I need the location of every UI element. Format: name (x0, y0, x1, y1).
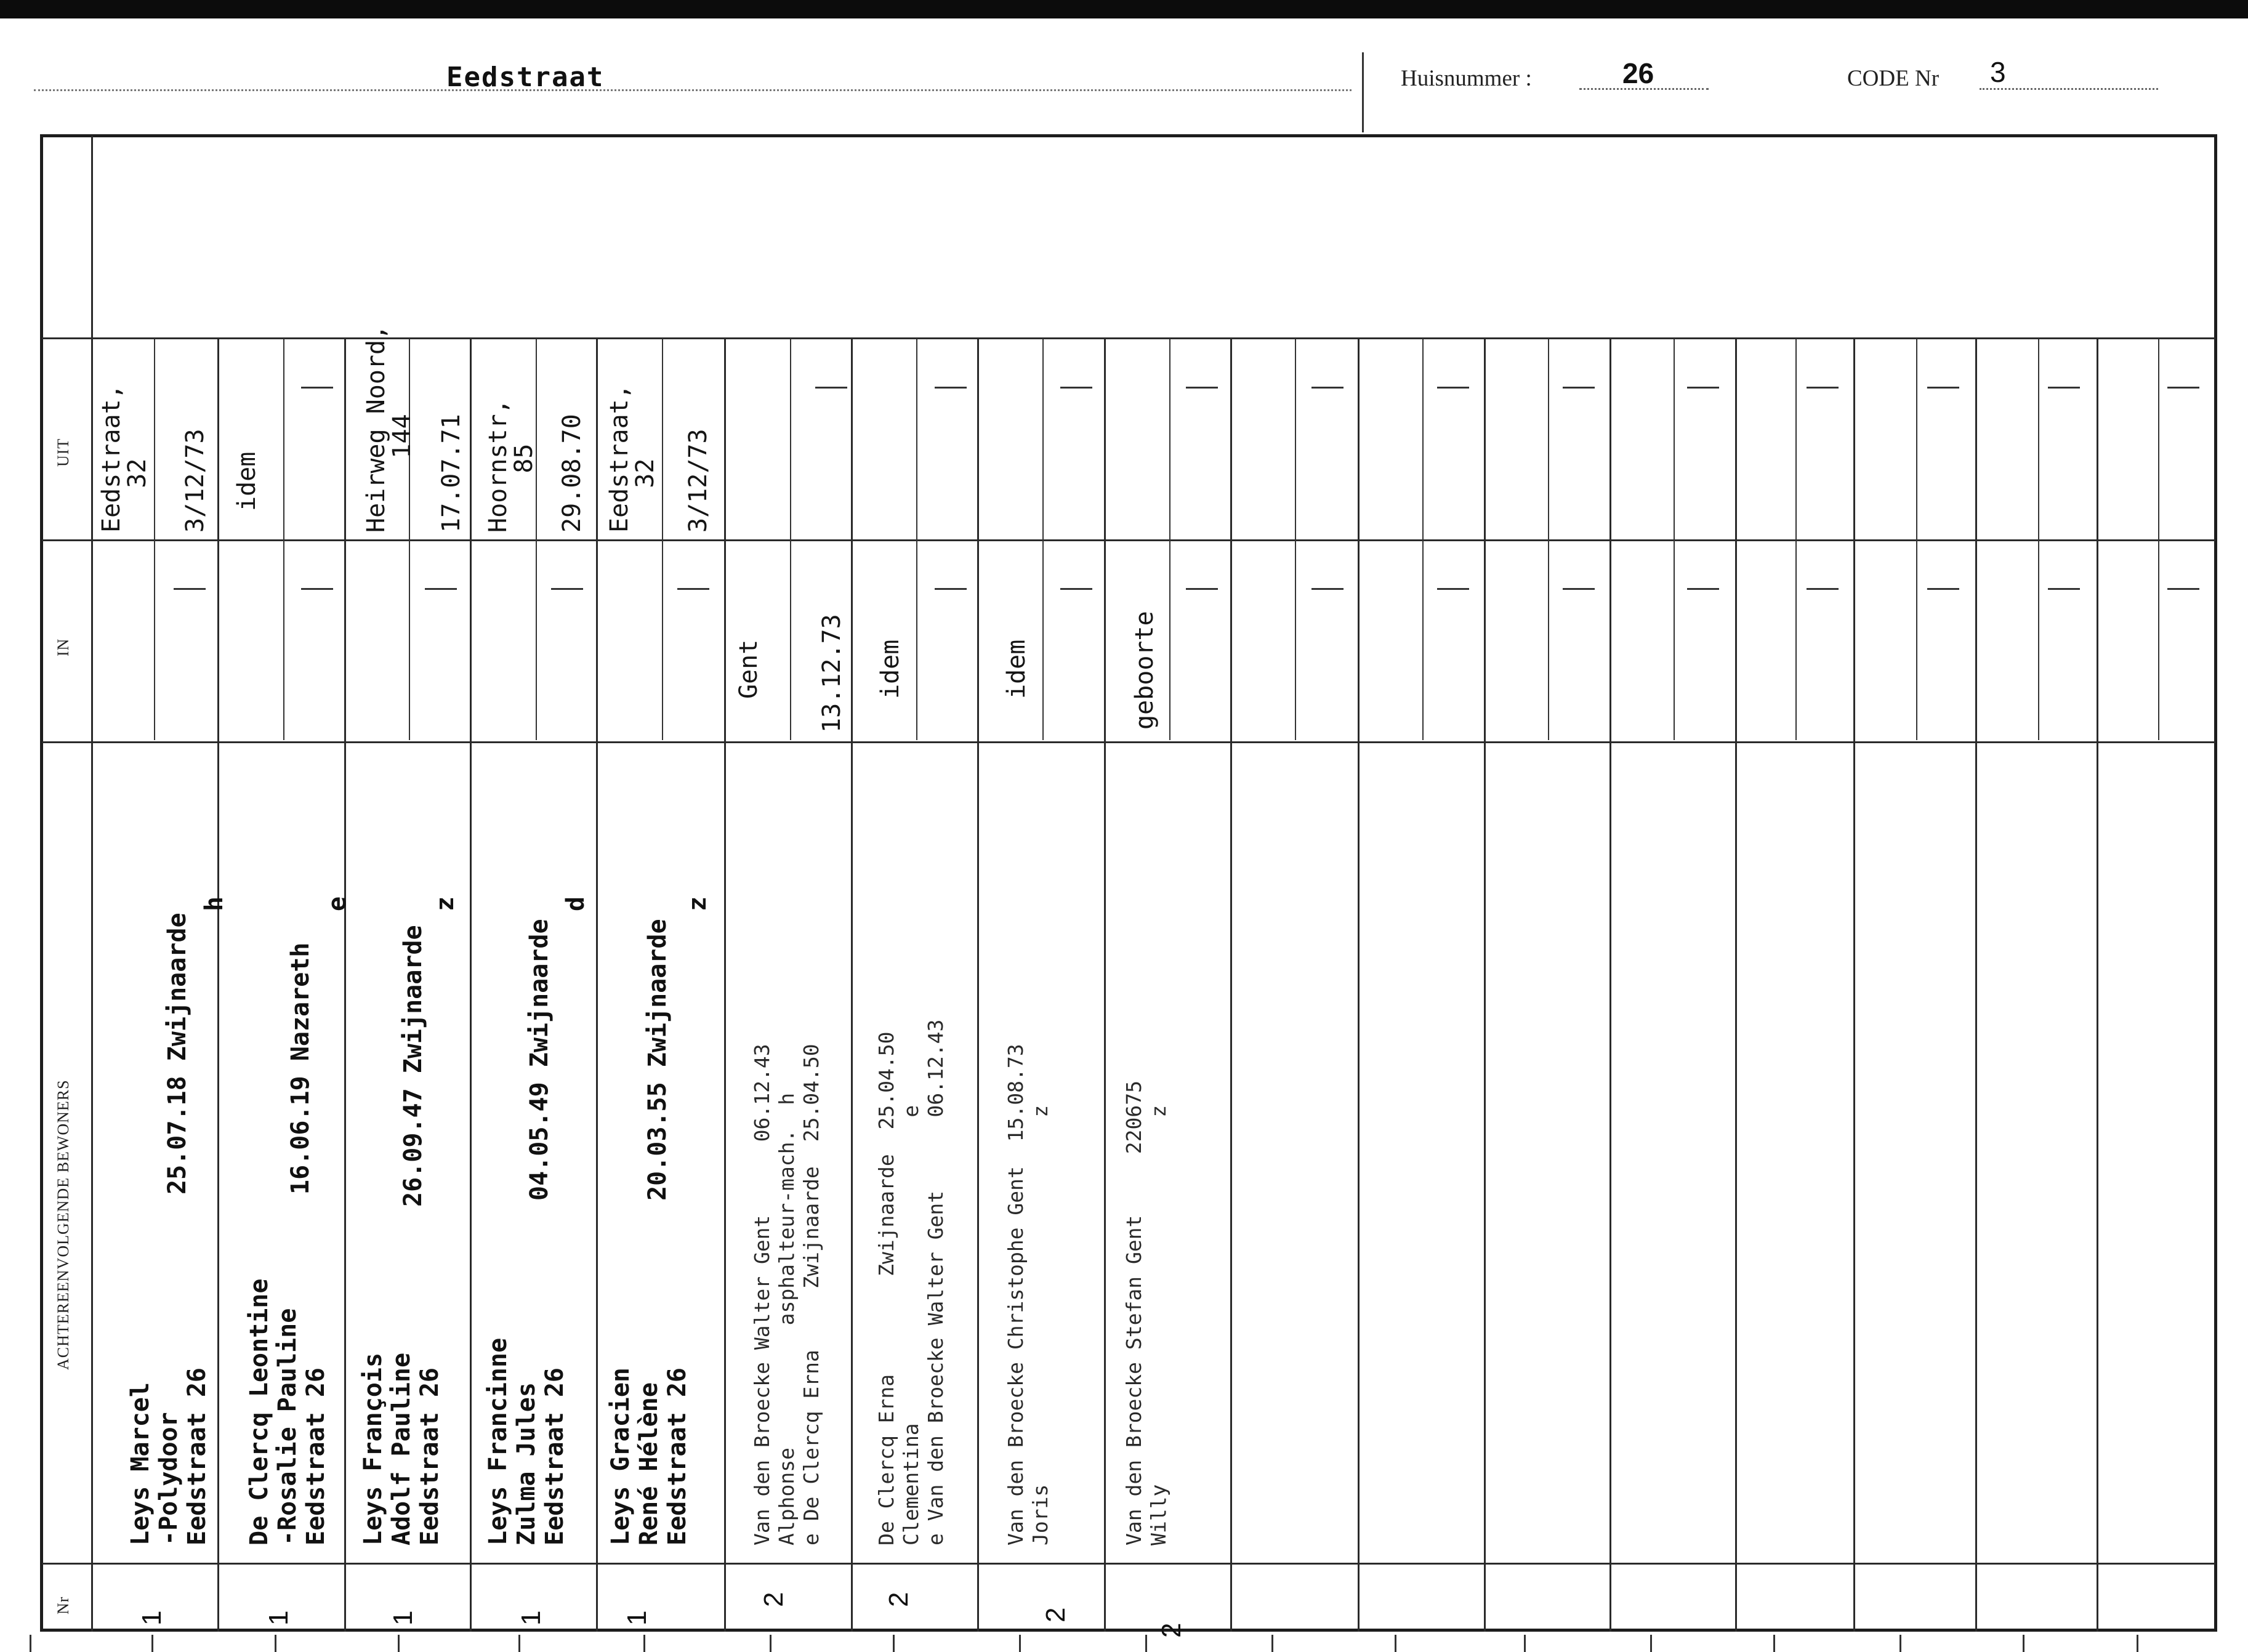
empty-mark (2167, 588, 2199, 590)
empty-mark (1927, 588, 1959, 590)
huisnummer-value: 26 (1622, 57, 1654, 89)
uit-place: Heirweg Noord, 144 (362, 324, 416, 533)
resident-nr: 1 (264, 1610, 294, 1626)
empty-mark (677, 588, 709, 590)
sub-divider (154, 339, 155, 740)
street-dotted-line (34, 89, 1352, 91)
empty-mark (1807, 588, 1839, 590)
resident-birth: 26.09.47 Zwijnaarde (399, 925, 427, 1207)
edge-tick (30, 1635, 31, 1652)
empty-mark (1060, 387, 1092, 389)
resident-names: Leys François Adolf Pauline Eedstraat 26 (359, 1352, 444, 1545)
label-column-divider (91, 135, 93, 1632)
resident-relation: h (200, 896, 228, 911)
col-divider (1975, 337, 1977, 1632)
col-divider (217, 337, 219, 1632)
empty-mark (1563, 588, 1595, 590)
in-bewoners-divider (42, 741, 2215, 743)
edge-tick (770, 1635, 771, 1652)
uit-date: 3/12/73 (684, 429, 712, 533)
empty-mark (174, 588, 206, 590)
header-separator (1362, 52, 1364, 132)
resident-names: De Clercq Leontine -Rosalie Pauline Eedstraat 26 (245, 1278, 330, 1545)
resident-names: Van den Broecke Walter Gent 06.12.43 Alphonse asphalteur-mach. h e De Clercq Erna Zwijnaarde 25.04.50 (750, 1044, 823, 1545)
empty-mark (1060, 588, 1092, 590)
col-divider (1853, 337, 1855, 1632)
edge-tick (518, 1635, 520, 1652)
section-label-bewoners: ACHTEREENVOLGENDE BEWONERS (54, 1079, 72, 1370)
sub-divider (790, 339, 791, 740)
empty-mark (1927, 387, 1959, 389)
empty-mark (1687, 588, 1719, 590)
huisnummer-label: Huisnummer : (1401, 66, 1532, 91)
sub-divider (1674, 339, 1675, 740)
resident-nr: 2 (759, 1592, 789, 1607)
edge-tick (1271, 1635, 1273, 1652)
resident-nr: 2 (1156, 1622, 1186, 1638)
sub-divider (1042, 339, 1044, 740)
uit-place: idem (233, 451, 261, 511)
empty-mark (1186, 387, 1218, 389)
code-value: 3 (1990, 56, 2006, 88)
resident-names: Leys Marcel -Polydoor Eedstraat 26 (126, 1368, 211, 1545)
col-divider (1735, 337, 1737, 1632)
edge-tick (893, 1635, 895, 1652)
resident-nr: 2 (1041, 1607, 1071, 1622)
section-label-uit: UIT (54, 438, 72, 467)
edge-tick (1773, 1635, 1775, 1652)
sub-divider (283, 339, 284, 740)
sub-divider (1795, 339, 1797, 740)
sub-divider (1295, 339, 1296, 740)
edge-tick (1900, 1635, 1901, 1652)
top-scan-band (0, 0, 2248, 18)
resident-names: Leys Francinne Zulma Jules Eedstraat 26 (484, 1337, 569, 1545)
edge-tick (643, 1635, 645, 1652)
in-place: Gent (735, 639, 763, 699)
col-divider (344, 337, 346, 1632)
edge-tick (398, 1635, 400, 1652)
empty-mark (935, 387, 967, 389)
col-divider (851, 337, 853, 1632)
edge-tick (2023, 1635, 2024, 1652)
sub-divider (662, 339, 663, 740)
resident-nr: 1 (516, 1610, 546, 1626)
empty-mark (2048, 588, 2080, 590)
uit-date: 3/12/73 (181, 429, 209, 533)
empty-mark (425, 588, 457, 590)
edge-tick (1145, 1635, 1147, 1652)
resident-relation: d (562, 896, 590, 911)
col-divider (1484, 337, 1486, 1632)
sub-divider (916, 339, 917, 740)
col-divider (596, 337, 598, 1632)
empty-mark (1311, 588, 1344, 590)
edge-tick (1019, 1635, 1021, 1652)
in-place: geboorte (1130, 611, 1159, 730)
col-divider (2097, 337, 2098, 1632)
in-date: 13.12.73 (818, 614, 846, 733)
edge-tick (151, 1635, 153, 1652)
col-divider (1358, 337, 1360, 1632)
sub-divider (1916, 339, 1917, 740)
empty-mark (1437, 387, 1469, 389)
empty-mark (551, 588, 583, 590)
resident-relation: z (431, 896, 459, 911)
resident-nr: 1 (137, 1610, 167, 1626)
code-dotted-line (1980, 88, 2158, 90)
col-divider (977, 337, 979, 1632)
resident-nr: 1 (622, 1610, 652, 1626)
sub-divider (1548, 339, 1549, 740)
empty-mark (1437, 588, 1469, 590)
uit-date: 29.08.70 (558, 414, 586, 533)
sub-divider (1169, 339, 1170, 740)
empty-mark (1311, 387, 1344, 389)
col-divider (1609, 337, 1611, 1632)
empty-mark (1687, 387, 1719, 389)
sub-divider (2038, 339, 2039, 740)
empty-mark (2167, 387, 2199, 389)
sub-divider (2158, 339, 2159, 740)
resident-nr: 2 (884, 1592, 914, 1607)
col-divider (724, 337, 726, 1632)
empty-mark (1186, 588, 1218, 590)
uit-place: Eedstraat, 32 (605, 384, 659, 533)
empty-mark (935, 588, 967, 590)
col-divider (1230, 337, 1232, 1632)
section-label-nr: Nr (54, 1596, 72, 1614)
resident-birth: 04.05.49 Zwijnaarde (525, 919, 554, 1201)
uit-in-divider (42, 539, 2215, 541)
edge-tick (1395, 1635, 1396, 1652)
resident-names: Leys Gracien René Hélène Eedstraat 26 (606, 1368, 691, 1545)
col-divider (1104, 337, 1106, 1632)
section-label-in: IN (54, 638, 72, 656)
resident-birth: 16.06.19 Nazareth (286, 942, 315, 1195)
resident-nr: 1 (388, 1610, 418, 1626)
empty-mark (301, 387, 333, 389)
uit-place: Hoornstr, 85 (484, 399, 538, 533)
in-place: idem (876, 639, 904, 699)
col-divider (470, 337, 472, 1632)
empty-mark (301, 588, 333, 590)
empty-mark (1807, 387, 1839, 389)
resident-names: Van den Broecke Stefan Gent 220675 Willy z (1122, 1081, 1170, 1545)
street-name: Eedstraat (446, 62, 605, 93)
uit-place: Eedstraat, 32 (97, 384, 151, 533)
empty-mark (1563, 387, 1595, 389)
edge-tick (2137, 1635, 2138, 1652)
edge-tick (275, 1635, 276, 1652)
resident-names: Van den Broecke Christophe Gent 15.08.73 Joris z (1004, 1044, 1052, 1545)
resident-relation: z (683, 896, 712, 911)
empty-mark (2048, 387, 2080, 389)
edge-tick (1650, 1635, 1652, 1652)
in-place: idem (1002, 639, 1031, 699)
sub-divider (1422, 339, 1424, 740)
code-label: CODE Nr (1847, 66, 1940, 91)
uit-date: 17.07.71 (437, 414, 465, 533)
bewoners-nr-divider (42, 1563, 2215, 1565)
empty-mark (815, 387, 847, 389)
edge-tick (1524, 1635, 1526, 1652)
resident-birth: 25.07.18 Zwijnaarde (163, 913, 191, 1195)
resident-relation: e (323, 896, 352, 911)
resident-names: De Clercq Erna Zwijnaarde 25.04.50 Clementina e e Van den Broecke Walter Gent 06.12.43 (874, 1019, 948, 1545)
resident-birth: 20.03.55 Zwijnaarde (643, 919, 672, 1201)
